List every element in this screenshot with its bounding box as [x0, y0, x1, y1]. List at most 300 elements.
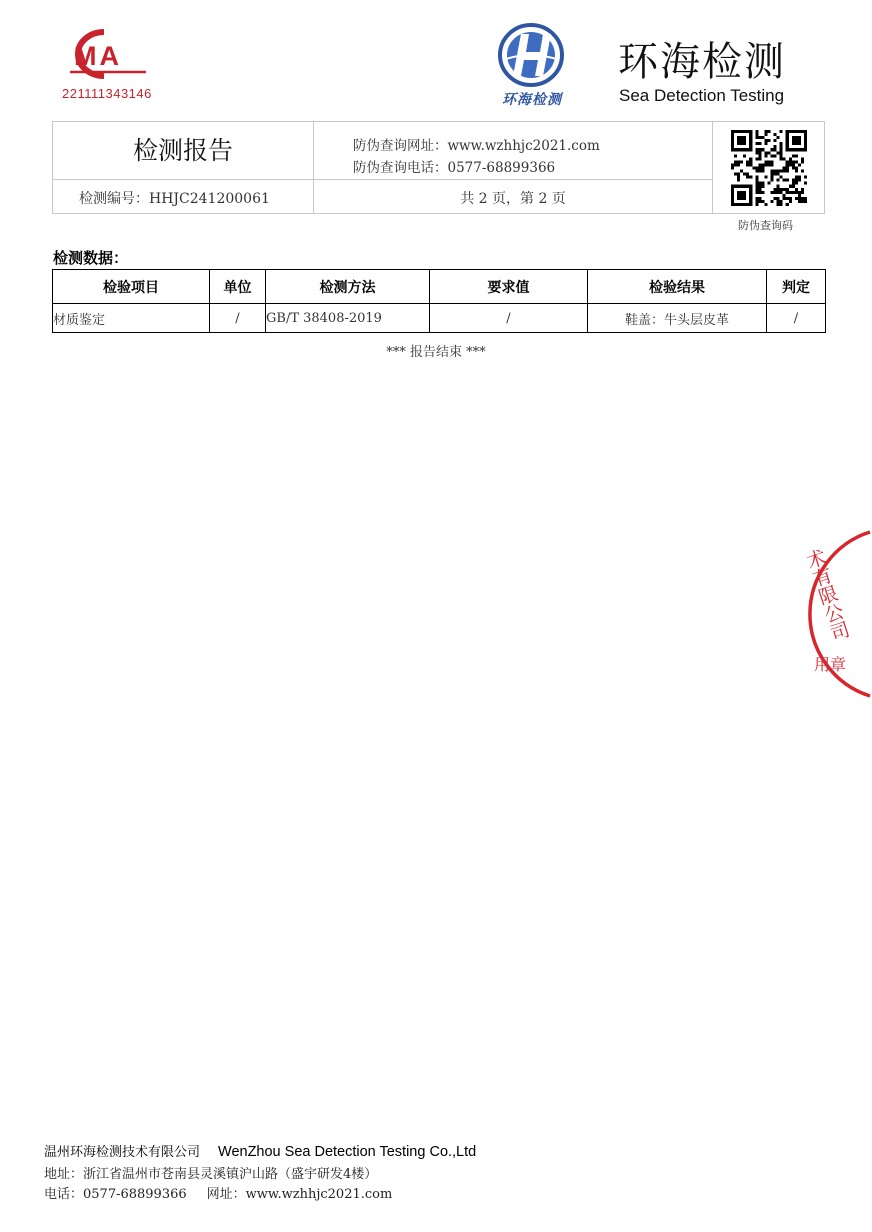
qr-module [786, 133, 789, 136]
qr-module [792, 142, 795, 145]
qr-module [774, 188, 777, 191]
qr-module [755, 200, 758, 203]
qr-module [767, 130, 770, 133]
qr-module [786, 142, 789, 145]
qr-module [761, 200, 764, 203]
qr-module [798, 136, 801, 139]
qr-module [777, 170, 780, 173]
qr-module [743, 154, 746, 157]
qr-module [731, 136, 734, 139]
qr-module [758, 200, 761, 203]
qr-module [743, 197, 746, 200]
qr-module [786, 170, 789, 173]
qr-module [737, 136, 740, 139]
qr-module [746, 176, 749, 179]
qr-module [731, 142, 734, 145]
footer-company-en: WenZhou Sea Detection Testing Co.,Ltd [218, 1144, 477, 1160]
qr-module [737, 194, 740, 197]
qr-module [771, 173, 774, 176]
qr-module [795, 166, 798, 169]
report-info-box [52, 121, 825, 214]
qr-module [780, 151, 783, 154]
footer-address: 地址：浙江省温州市苍南县灵溪镇沪山路（盛宇研发4楼） [44, 1167, 378, 1182]
qr-module [804, 197, 807, 200]
cell-unit: / [210, 304, 266, 333]
cell-method: GB/T 38408-2019 [266, 304, 430, 333]
report-end-mark: *** 报告结束 *** [386, 345, 486, 360]
qr-module [755, 166, 758, 169]
qr-module [749, 188, 752, 191]
qr-module [771, 179, 774, 182]
qr-module [749, 191, 752, 194]
qr-module [731, 203, 734, 206]
qr-module [740, 142, 743, 145]
qr-module [743, 148, 746, 151]
qr-module [758, 197, 761, 200]
qr-module [783, 170, 786, 173]
qr-module [755, 203, 758, 206]
qr-module [792, 139, 795, 142]
qr-module [737, 185, 740, 188]
qr-module [804, 200, 807, 203]
qr-module [789, 191, 792, 194]
qr-module [737, 160, 740, 163]
qr-module [801, 197, 804, 200]
qr-module [792, 148, 795, 151]
qr-module [761, 170, 764, 173]
qr-module [783, 188, 786, 191]
qr-module [795, 154, 798, 157]
qr-module [771, 148, 774, 151]
qr-module [743, 136, 746, 139]
anti-fake-phone: 防伪查询电话：0577-68899366 [353, 160, 556, 176]
qr-module [749, 136, 752, 139]
qr-module [758, 136, 761, 139]
qr-module [789, 130, 792, 133]
qr-module [737, 139, 740, 142]
qr-module [780, 200, 783, 203]
qr-module [740, 148, 743, 151]
qr-module [804, 136, 807, 139]
company-name-cn: 环海检测 [618, 39, 786, 85]
qr-module [786, 136, 789, 139]
qr-module [731, 166, 734, 169]
qr-module [734, 160, 737, 163]
qr-module [792, 130, 795, 133]
column-header: 检测方法 [266, 270, 430, 304]
qr-module [774, 145, 777, 148]
qr-module [758, 148, 761, 151]
qr-module [786, 197, 789, 200]
qr-module [746, 203, 749, 206]
qr-module [804, 133, 807, 136]
qr-module [749, 185, 752, 188]
qr-module [783, 166, 786, 169]
data-section-heading: 检测数据： [53, 249, 129, 267]
qr-module [786, 191, 789, 194]
qr-module [798, 191, 801, 194]
qr-module [731, 133, 734, 136]
qr-module [734, 148, 737, 151]
qr-module [743, 142, 746, 145]
qr-module [731, 145, 734, 148]
qr-module [758, 182, 761, 185]
qr-module [792, 160, 795, 163]
qr-module [771, 170, 774, 173]
qr-module [755, 179, 758, 182]
qr-module [749, 200, 752, 203]
footer-website: 网址：www.wzhhjc2021.com [206, 1187, 393, 1202]
qr-module [786, 166, 789, 169]
qr-module [737, 197, 740, 200]
qr-module [746, 130, 749, 133]
qr-module [737, 179, 740, 182]
qr-module [767, 151, 770, 154]
qr-module [795, 139, 798, 142]
qr-module [780, 176, 783, 179]
qr-module [755, 182, 758, 185]
qr-module [804, 139, 807, 142]
qr-module [801, 191, 804, 194]
qr-module [764, 176, 767, 179]
qr-module [786, 148, 789, 151]
qr-module [764, 203, 767, 206]
page-info: 共 2 页，第 2 页 [460, 191, 566, 207]
qr-module [752, 166, 755, 169]
qr-module [767, 139, 770, 142]
qr-module [771, 160, 774, 163]
qr-module [795, 136, 798, 139]
qr-module [737, 142, 740, 145]
qr-module [792, 185, 795, 188]
qr-module [792, 166, 795, 169]
qr-code [731, 130, 807, 206]
qr-module [801, 130, 804, 133]
qr-module [743, 139, 746, 142]
qr-module [749, 160, 752, 163]
qr-module [786, 179, 789, 182]
qr-module [767, 163, 770, 166]
qr-module [771, 176, 774, 179]
qr-module [777, 173, 780, 176]
qr-module [804, 182, 807, 185]
qr-module [749, 157, 752, 160]
qr-module [777, 136, 780, 139]
qr-module [801, 170, 804, 173]
column-header: 单位 [210, 270, 266, 304]
qr-module [795, 197, 798, 200]
qr-module [774, 148, 777, 151]
qr-module [789, 185, 792, 188]
qr-module [795, 170, 798, 173]
qr-module [795, 179, 798, 182]
qr-module [740, 139, 743, 142]
qr-module [740, 170, 743, 173]
qr-module [774, 197, 777, 200]
qr-module [761, 166, 764, 169]
qr-module [755, 151, 758, 154]
qr-module [783, 179, 786, 182]
qr-module [774, 139, 777, 142]
qr-module [777, 188, 780, 191]
qr-module [731, 148, 734, 151]
qr-module [777, 151, 780, 154]
qr-module [777, 191, 780, 194]
qr-module [743, 203, 746, 206]
qr-module [789, 160, 792, 163]
qr-module [755, 157, 758, 160]
qr-module [746, 185, 749, 188]
qr-module [734, 154, 737, 157]
qr-module [771, 163, 774, 166]
qr-module [734, 203, 737, 206]
qr-module [786, 163, 789, 166]
qr-module [737, 148, 740, 151]
qr-module [798, 197, 801, 200]
qr-module [743, 130, 746, 133]
qr-module [749, 163, 752, 166]
table-header-row [53, 270, 826, 304]
cma-ma-text: MA [74, 41, 122, 71]
qr-module [804, 130, 807, 133]
qr-module [777, 203, 780, 206]
qr-module [789, 197, 792, 200]
qr-module [786, 139, 789, 142]
qr-module [740, 185, 743, 188]
qr-module [780, 203, 783, 206]
cell-test-item: 材质鉴定 [53, 304, 210, 333]
qr-module [798, 194, 801, 197]
qr-module [761, 182, 764, 185]
qr-module [737, 191, 740, 194]
qr-module [764, 142, 767, 145]
qr-module [786, 203, 789, 206]
qr-module [783, 157, 786, 160]
qr-module [801, 157, 804, 160]
qr-module [789, 157, 792, 160]
anti-fake-url: 防伪查询网址：www.wzhhjc2021.com [353, 138, 600, 154]
qr-module [804, 145, 807, 148]
qr-module [734, 163, 737, 166]
qr-module [737, 173, 740, 176]
qr-module [801, 160, 804, 163]
qr-module [789, 148, 792, 151]
qr-module [792, 136, 795, 139]
qr-module [798, 148, 801, 151]
qr-module [804, 142, 807, 145]
qr-module [767, 182, 770, 185]
test-data-table [52, 269, 826, 333]
qr-module [761, 136, 764, 139]
footer-company-cn: 温州环海检测技术有限公司 [44, 1145, 201, 1160]
qr-module [761, 148, 764, 151]
qr-module [774, 133, 777, 136]
qr-module [740, 197, 743, 200]
qr-module [795, 191, 798, 194]
cell-judgement: / [767, 304, 826, 333]
qr-module [755, 176, 758, 179]
qr-module [746, 173, 749, 176]
footer-company [44, 1141, 476, 1160]
qr-module [804, 148, 807, 151]
qr-module [780, 142, 783, 145]
qr-module [774, 170, 777, 173]
qr-module [749, 176, 752, 179]
qr-module [758, 157, 761, 160]
qr-module [783, 194, 786, 197]
company-logo-emblem [497, 22, 565, 88]
qr-module [749, 203, 752, 206]
divider [712, 122, 713, 213]
company-name-en: Sea Detection Testing [619, 86, 785, 105]
qr-module [792, 182, 795, 185]
qr-module [731, 200, 734, 203]
qr-module [764, 139, 767, 142]
qr-module [789, 200, 792, 203]
qr-module [774, 191, 777, 194]
qr-module [761, 191, 764, 194]
qr-module [761, 185, 764, 188]
qr-module [801, 188, 804, 191]
qr-module [774, 154, 777, 157]
column-header: 检验结果 [588, 270, 767, 304]
qr-module [749, 145, 752, 148]
qr-module [755, 148, 758, 151]
qr-module [777, 200, 780, 203]
qr-module [764, 163, 767, 166]
qr-module [737, 176, 740, 179]
seal-subtext: 用章 [814, 655, 847, 674]
qr-module [755, 170, 758, 173]
column-header: 判定 [767, 270, 826, 304]
qr-module [755, 133, 758, 136]
qr-module [737, 203, 740, 206]
qr-code-label: 防伪查询码 [738, 219, 793, 232]
qr-module [749, 142, 752, 145]
qr-module [749, 197, 752, 200]
qr-module [755, 130, 758, 133]
qr-module [789, 163, 792, 166]
qr-module [795, 142, 798, 145]
qr-module [734, 130, 737, 133]
qr-module [764, 160, 767, 163]
qr-module [740, 191, 743, 194]
qr-module [804, 176, 807, 179]
qr-module [749, 133, 752, 136]
qr-module [743, 191, 746, 194]
qr-module [731, 191, 734, 194]
qr-module [780, 130, 783, 133]
qr-module [749, 194, 752, 197]
qr-module [795, 188, 798, 191]
qr-module [767, 160, 770, 163]
footer-phone: 电话：0577-68899366 [44, 1187, 187, 1202]
qr-module [758, 191, 761, 194]
qr-module [792, 191, 795, 194]
qr-module [764, 154, 767, 157]
qr-module [798, 142, 801, 145]
qr-module [740, 130, 743, 133]
qr-module [743, 173, 746, 176]
qr-module [780, 170, 783, 173]
qr-module [740, 203, 743, 206]
qr-module [786, 145, 789, 148]
qr-module [755, 142, 758, 145]
qr-module [777, 179, 780, 182]
cma-logo [60, 26, 156, 82]
qr-module [764, 133, 767, 136]
qr-module [743, 194, 746, 197]
table-row [53, 304, 826, 333]
qr-module [758, 166, 761, 169]
qr-module [737, 163, 740, 166]
qr-module [758, 154, 761, 157]
qr-module [737, 130, 740, 133]
cell-result: 鞋盖：牛头层皮革 [588, 304, 767, 333]
qr-module [792, 179, 795, 182]
qr-module [758, 142, 761, 145]
qr-module [731, 185, 734, 188]
qr-module [731, 139, 734, 142]
qr-module [795, 182, 798, 185]
qr-module [780, 188, 783, 191]
qr-module [798, 179, 801, 182]
qr-module [734, 173, 737, 176]
qr-module [755, 188, 758, 191]
report-title: 检测报告 [132, 136, 233, 165]
qr-module [758, 188, 761, 191]
qr-module [801, 148, 804, 151]
qr-module [777, 197, 780, 200]
seal-text: 术有限公司 [801, 546, 852, 644]
qr-module [731, 194, 734, 197]
qr-module [755, 136, 758, 139]
company-seal [782, 528, 872, 700]
qr-module [780, 191, 783, 194]
cma-certificate-number: 221111343146 [62, 86, 152, 101]
qr-module [783, 197, 786, 200]
divider [53, 179, 712, 180]
qr-module [758, 170, 761, 173]
qr-module [801, 200, 804, 203]
qr-module [786, 130, 789, 133]
qr-module [749, 148, 752, 151]
qr-module [786, 160, 789, 163]
qr-module [740, 160, 743, 163]
qr-module [780, 154, 783, 157]
qr-module [798, 176, 801, 179]
qr-module [740, 136, 743, 139]
qr-module [755, 197, 758, 200]
qr-module [771, 200, 774, 203]
qr-module [764, 130, 767, 133]
qr-module [786, 188, 789, 191]
qr-module [734, 185, 737, 188]
footer-contact [44, 1183, 392, 1202]
qr-module [798, 139, 801, 142]
qr-module [795, 148, 798, 151]
qr-module [758, 151, 761, 154]
qr-module [749, 139, 752, 142]
cell-requirement: / [430, 304, 588, 333]
qr-module [731, 197, 734, 200]
qr-module [758, 163, 761, 166]
qr-module [792, 163, 795, 166]
qr-module [761, 163, 764, 166]
column-header: 检验项目 [53, 270, 210, 304]
qr-module [731, 130, 734, 133]
qr-module [771, 191, 774, 194]
